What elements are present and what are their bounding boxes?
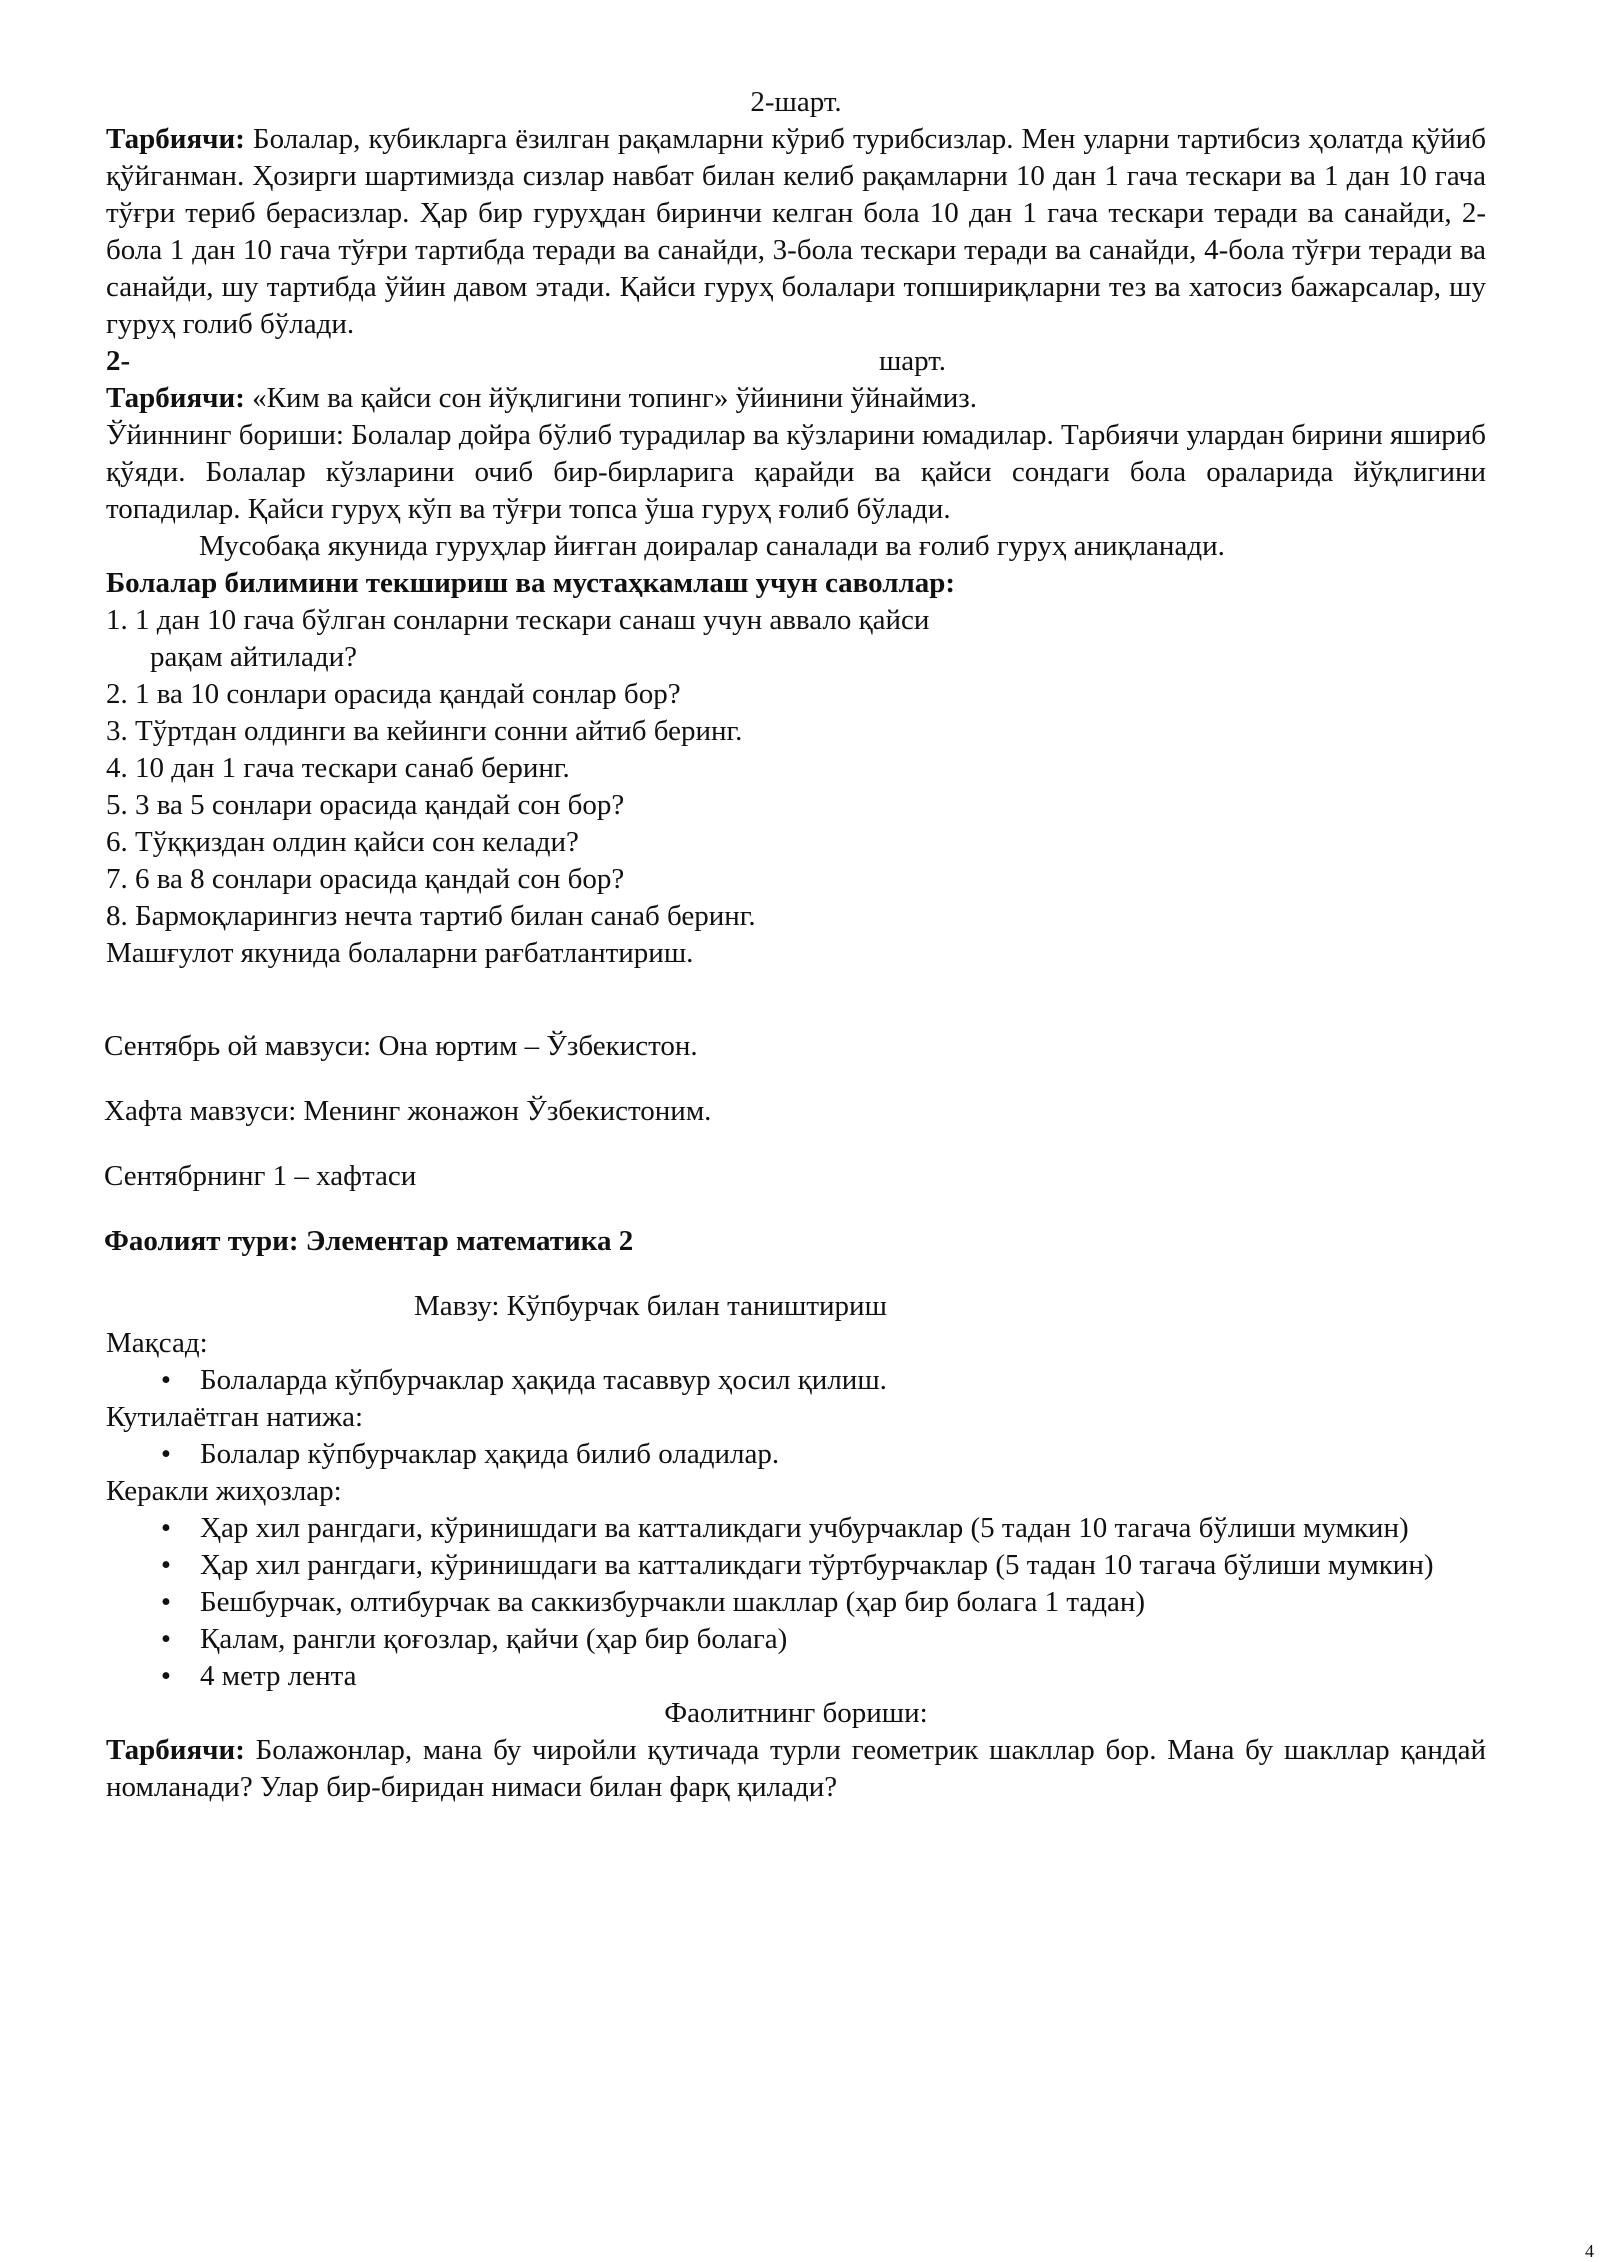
paragraph-text: Болажонлар, мана бу чиройли қутичада турли геометрик шакллар бор. Мана бу шакллар қандай номланади? Улар бир-биридан нимаси билан фарқ қилади? [106, 1734, 1486, 1803]
paragraph-teacher-final [106, 1732, 1486, 1806]
condition-heading-split [106, 343, 1486, 380]
bullet-icon: • [160, 1549, 172, 1581]
question-2: 2. 1 ва 10 сонлари орасида қандай сонлар бор? [106, 678, 681, 710]
list-item: • Ҳар хил рангдаги, кўринишдаги ва катталикдаги тўртбурчаклар (5 тадан 10 тагача бўлиши мумкин) [106, 1547, 1486, 1584]
paragraph-game-intro [106, 380, 1486, 417]
paragraph-competition-end: Мусобақа якунида гуруҳлар йиғган доиралар саналади ва ғолиб гуруҳ аниқланади. [199, 530, 1225, 562]
bullet-icon: • [160, 1660, 172, 1692]
lesson-topic: Мавзу: Кўпбурчак билан таништириш [414, 1290, 887, 1322]
paragraph-condition-2 [106, 121, 1486, 343]
speaker-label: Тарбиячи: [106, 382, 245, 414]
question-4: 4. 10 дан 1 гача тескари санаб беринг. [106, 752, 570, 784]
activity-type-text: Фаолият тури: Элементар математика 2 [104, 1225, 634, 1257]
split-left: 2- [106, 345, 131, 377]
page-number: 4 [1585, 2241, 1594, 2261]
split-right: шарт. [878, 345, 946, 377]
week-topic: Хафта мавзуси: Менинг жонажон Ўзбекистоним. [104, 1095, 712, 1127]
bullet-icon: • [160, 1512, 172, 1544]
closing-line: Машғулот якунида болаларни рағбатлантириш. [106, 937, 694, 969]
goal-list [106, 1362, 1486, 1399]
questions-title [106, 565, 1486, 602]
activity-type [104, 1223, 1486, 1260]
goal-label: Мақсад: [106, 1327, 208, 1359]
question-7: 7. 6 ва 8 сонлари орасида қандай сон бор? [106, 863, 625, 895]
question-6: 6. Тўққиздан олдин қайси сон келади? [106, 826, 579, 858]
condition-heading: 2-шарт. [750, 86, 842, 118]
week-label: Сентябрнинг 1 – хафтаси [104, 1160, 417, 1192]
list-item: • 4 метр лента [106, 1658, 1486, 1695]
question-1-continued: рақам айтилади? [150, 641, 358, 673]
result-label: Кутилаётган натижа: [106, 1401, 364, 1433]
equipment-list [106, 1510, 1486, 1695]
equipment-label: Керакли жиҳозлар: [106, 1475, 342, 1507]
questions-list [106, 602, 1486, 935]
list-item: • Бешбурчак, олтибурчак ва саккизбурчакли шакллар (ҳар бир болага 1 тадан) [106, 1584, 1486, 1621]
result-list [106, 1436, 1486, 1473]
bullet-icon: • [160, 1438, 172, 1470]
paragraph-text: «Ким ва қайси сон йўқлигини топинг» ўйинини ўйнаймиз. [244, 382, 977, 414]
speaker-label: Тарбиячи: [106, 1734, 245, 1766]
bullet-icon: • [160, 1364, 172, 1396]
list-item: • Болаларда кўпбурчаклар ҳақида тасаввур ҳосил қилиш. [106, 1362, 1486, 1399]
paragraph-game-rules: Ўйиннинг бориши: Болалар дойра бўлиб турадилар ва кўзларини юмадилар. Тарбиячи улардан бирини яшириб қўяди. Болалар кўзларини очиб бир-бирларига қарайди ва қайси сондаги бола ораларида йўқлигини топадилар. Қайси гуруҳ кўп ва тўғри топса ўша гуруҳ ғолиб бўлади. [106, 419, 1486, 525]
process-title: Фаолитнинг бориши: [664, 1697, 928, 1729]
paragraph-text: Болалар, кубикларга ёзилган рақамларни кўриб турибсизлар. Мен уларни тартибсиз ҳолатда қўйиб қўйганман. Ҳозирги шартимизда сизлар навбат билан келиб рақамларни 10 дан 1 гача тескари ва 1 дан 10 гача тўғри териб берасизлар. Ҳар бир гуруҳдан биринчи келган бола 10 дан 1 гача тескари теради ва санайди, 2-бола 1 дан 10 гача тўғри тартибда теради ва санайди, 3-бола тескари теради ва санайди, 4-бола тўғри теради ва санайди, шу тартибда ўйин давом этади. Қайси гуруҳ болалари топшириқларни тез ва хатосиз бажарсалар, шу гуруҳ голиб бўлади. [106, 123, 1486, 340]
month-topic: Сентябрь ой мавзуси: Она юртим – Ўзбекистон. [104, 1030, 698, 1062]
lesson-meta [104, 1028, 1486, 1260]
bullet-icon: • [160, 1623, 172, 1655]
list-item: • Ҳар хил рангдаги, кўринишдаги ва катталикдаги учбурчаклар (5 тадан 10 тагача бўлиши мумкин) [106, 1510, 1486, 1547]
questions-title-text: Болалар билимини текшириш ва мустаҳкамлаш учун саволлар: [106, 567, 956, 599]
list-item: • Болалар кўпбурчаклар ҳақида билиб оладилар. [106, 1436, 1486, 1473]
bullet-icon: • [160, 1586, 172, 1618]
question-8: 8. Бармоқларингиз нечта тартиб билан санаб беринг. [106, 900, 756, 932]
spacer [106, 972, 1486, 1028]
question-1: 1. 1 дан 10 гача бўлган сонларни тескари санаш учун аввало қайси [106, 604, 930, 636]
question-5: 5. 3 ва 5 сонлари орасида қандай сон бор? [106, 789, 625, 821]
document-page [106, 84, 1486, 1806]
question-3: 3. Тўртдан олдинги ва кейинги сонни айтиб беринг. [106, 715, 743, 747]
list-item: • Қалам, рангли қоғозлар, қайчи (ҳар бир болага) [106, 1621, 1486, 1658]
speaker-label: Тарбиячи: [106, 123, 245, 155]
